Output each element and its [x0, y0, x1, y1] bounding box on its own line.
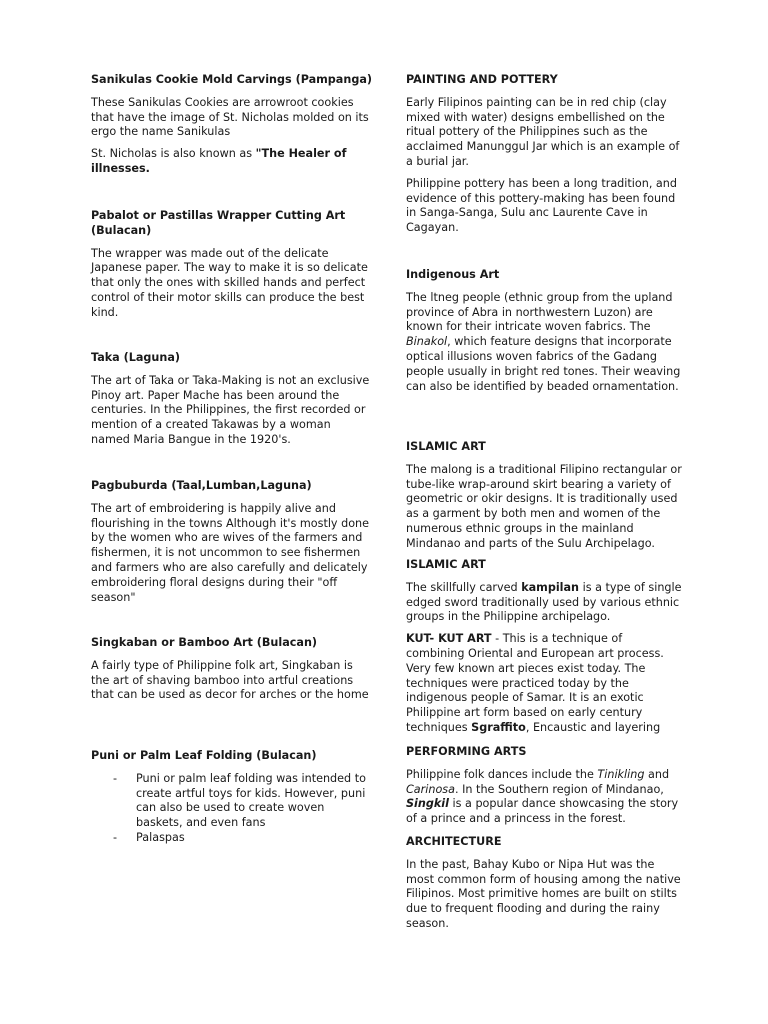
bold-text: Sgraffito	[471, 720, 526, 734]
section-performing-arts	[406, 745, 684, 834]
paragraph: The art of Taka or Taka-Making is not an exclusive Pinoy art. Paper Mache has been around the centuries. In the Philippines, the first recorded or mention of a created Takawas by a woman named Maria Bangue in the 1920's.	[91, 373, 370, 446]
paragraph: Early Filipinos painting can be in red chip (clay mixed with water) designs embellished on the ritual pottery of the Philippines such as the acclaimed Manunggul Jar which is an example of a burial jar.	[406, 95, 680, 168]
text-span: Philippine folk dances include the	[406, 767, 598, 781]
text-span: The ltneg people (ethnic group from the upland province of Abra in northwestern Luzon) are known for their intricate woven fabrics. The	[406, 290, 673, 334]
section-islamic-art-1	[406, 440, 684, 559]
list-item	[91, 772, 373, 831]
paragraph	[406, 768, 684, 827]
section-heading: Taka (Laguna)	[91, 351, 181, 364]
bold-text: KUT- KUT ART	[406, 632, 492, 646]
paragraph: These Sanikulas Cookies are arrowroot cookies that have the image of St. Nicholas molded on its ergo the name Sanikulas	[91, 95, 369, 139]
text-span: , Encaustic and layering	[525, 720, 661, 734]
bold-italic-text: Singkil	[406, 797, 449, 811]
paragraph: The wrapper was made out of the delicate Japanese paper. The way to make it is so delicate that only the ones with skilled hands and perfect control of their motor skills can produce the best kind.	[91, 246, 368, 319]
section-heading: ISLAMIC ART	[406, 558, 486, 571]
section-heading: Indigenous Art	[406, 268, 500, 281]
paragraph	[406, 632, 684, 736]
bold-text: "The Healer of illnesses.	[91, 147, 347, 175]
section-singkaban	[91, 636, 373, 710]
text-span: - This is a technique of combining Oriental and European art process. Very few known art pieces exist today. The techniques were practiced today by the indigenous people of Samar. It is an exotic Philippine art form based on early century techniques	[406, 632, 664, 734]
section-heading: Pabalot or Pastillas Wrapper Cutting Art (Bulacan)	[91, 209, 346, 237]
paragraph: The art of embroidering is happily alive and flourishing in the towns Although it's mostly done by the women who are wives of the farmers and fishermen, it is not uncommon to see fishermen and farmers who are also carefully and delicately embroidering floral designs during their "off season"	[91, 501, 370, 604]
italic-text: Tinikling	[597, 767, 645, 781]
section-heading: Singkaban or Bamboo Art (Bulacan)	[91, 636, 318, 649]
section-painting-pottery	[406, 73, 684, 243]
text-span: and	[644, 767, 670, 781]
section-heading: ARCHITECTURE	[406, 835, 502, 848]
section-heading: PAINTING AND POTTERY	[406, 73, 558, 86]
paragraph	[91, 147, 373, 177]
section-heading: PERFORMING ARTS	[406, 745, 527, 758]
italic-text: Binakol	[406, 335, 448, 349]
bold-text: kampilan	[521, 580, 580, 594]
section-heading: ISLAMIC ART	[406, 440, 486, 453]
paragraph: Philippine pottery has been a long tradition, and evidence of this pottery-making has been found in Sanga-Sanga, Sulu anc Laurente Cave in Cagayan.	[406, 176, 677, 235]
section-pabalot	[91, 209, 373, 328]
section-pagbuburda	[91, 479, 373, 612]
section-architecture	[406, 835, 684, 939]
paragraph	[406, 291, 684, 395]
list-item	[91, 831, 373, 846]
list-item-text: Palaspas	[136, 830, 185, 844]
section-puni	[91, 749, 373, 846]
text-span: . In the Southern region of Mindanao,	[455, 782, 664, 796]
section-indigenous-art	[406, 268, 684, 401]
paragraph: The malong is a traditional Filipino rectangular or tube-like wrap-around skirt bearing a variety of geometric or okir designs. It is traditionally used as a garment by both men and women of the numerous ethnic groups in the mainland Mindanao and parts of the Sulu Archipelago.	[406, 462, 682, 550]
section-heading: Pagbuburda (Taal,Lumban,Laguna)	[91, 479, 312, 492]
paragraph: A fairly type of Philippine folk art, Singkaban is the art of shaving bamboo into artful creations that can be used as decor for arches or the home	[91, 658, 369, 702]
text-span: The skillfully carved	[406, 580, 522, 594]
section-heading: Sanikulas Cookie Mold Carvings (Pampanga)	[91, 73, 372, 86]
text-span: St. Nicholas is also known as	[91, 147, 256, 161]
dash-bullet: -	[113, 830, 118, 844]
section-islamic-art-2	[406, 558, 684, 743]
paragraph	[406, 581, 684, 625]
bullet-list	[91, 772, 373, 846]
section-taka	[91, 351, 373, 455]
text-span: , which feature designs that incorporate optical illusions woven fabrics of the Gadang people usually in bright red tones. Their weaving can also be identified by beaded ornamentation.	[406, 335, 681, 393]
paragraph: In the past, Bahay Kubo or Nipa Hut was the most common form of housing among the native Filipinos. Most primitive homes are built on stilts due to frequent flooding and during the rainy season.	[406, 857, 681, 930]
text-span: is a type of single edged sword traditionally used by various ethnic groups in the Philippine archipelago.	[406, 580, 682, 624]
italic-text: Carinosa	[406, 782, 455, 796]
dash-bullet: -	[113, 771, 118, 785]
section-sanikulas	[91, 73, 373, 184]
text-span: is a popular dance showcasing the story of a prince and a princess in the forest.	[406, 797, 679, 826]
list-item-text: Puni or palm leaf folding was intended to create artful toys for kids. However, puni can also be used to create woven baskets, and even fans	[136, 771, 366, 830]
section-heading: Puni or Palm Leaf Folding (Bulacan)	[91, 749, 317, 762]
